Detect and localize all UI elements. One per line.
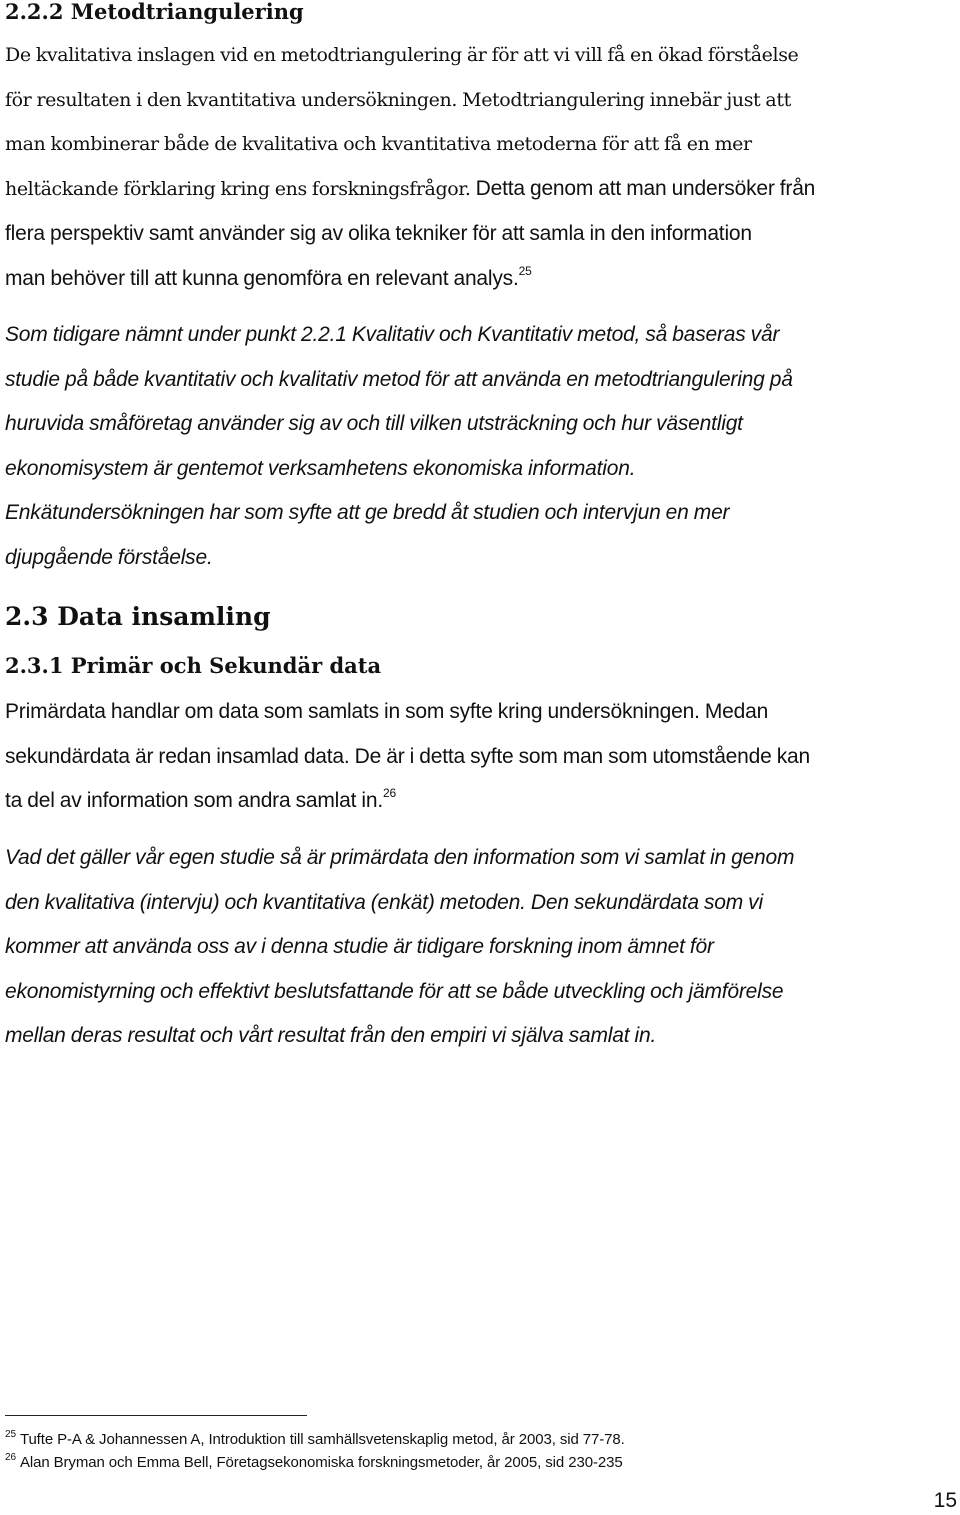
text-line: ekonomisystem är gentemot verksamhetens ekonomiska information. [5, 456, 636, 480]
text-line: för resultaten i den kvantitativa undersökningen. Metodtriangulering innebär just att [5, 88, 791, 111]
italic-paragraph-own-study [5, 836, 960, 1059]
text-line [5, 167, 960, 212]
text-segment: ta del av information som andra samlat in. [5, 789, 383, 813]
text-line: djupgående förståelse. [5, 545, 213, 569]
text-line: man kombinerar både de kvalitativa och kvantitativa metoderna för att få en mer [5, 133, 752, 156]
text-line: huruvida småföretag använder sig av och till vilken utsträckning och hur väsentligt [5, 412, 743, 436]
text-line: mellan deras resultat och vårt resultat från den empiri vi själva samlat in. [5, 1024, 657, 1048]
text-line: den kvalitativa (intervju) och kvantitativa (enkät) metoden. Den sekundärdata som vi [5, 890, 763, 914]
paragraph-continuation [5, 212, 960, 301]
text-line: ekonomistyrning och effektivt beslutsfattande för att se både utveckling och jämförelse [5, 979, 784, 1003]
footnote-text: Alan Bryman och Emma Bell, Företagsekonomiska forskningsmetoder, år 2005, sid 230-235 [19, 1454, 623, 1471]
text-line: Som tidigare nämnt under punkt 2.2.1 Kvalitativ och Kvantitativ metod, så baseras vår [5, 323, 780, 346]
page-number: 15 [933, 1489, 957, 1512]
text-line: sekundärdata är redan insamlad data. De är i detta syfte som man som utomstående kan [5, 744, 810, 768]
paragraph-primary-secondary [5, 690, 960, 824]
text-line: De kvalitativa inslagen vid en metodtriangulering är för att vi vill få en ökad förståelse [5, 44, 799, 66]
text-line [5, 779, 960, 824]
text-line: kommer att använda oss av i denna studie är tidigare forskning inom ämnet för [5, 935, 714, 959]
section-heading-2-3: 2.3 Data insamling [5, 602, 271, 631]
section-heading-2-3-1: 2.3.1 Primär och Sekundär data [5, 653, 382, 678]
footnote-ref-25[interactable]: 25 [518, 263, 532, 278]
footnote-divider [5, 1415, 307, 1416]
text-line: Vad det gäller vår egen studie så är primärdata den information som vi samlat in genom [5, 846, 795, 869]
footnote-26 [5, 1451, 625, 1474]
paragraph-metodtriangulering [5, 33, 960, 211]
section-heading-2-2-2: 2.2.2 Metodtriangulering [5, 0, 304, 24]
footnote-25 [5, 1428, 625, 1451]
text-segment: Detta genom att man undersöker från [470, 176, 816, 200]
footnote-number: 25 [5, 1429, 16, 1440]
text-segment: man behöver till att kunna genomföra en relevant analys. [5, 266, 519, 290]
text-line: flera perspektiv samt använder sig av olika tekniker för att samla in den information [5, 222, 752, 245]
section-2-2-2 [5, 0, 304, 24]
text-line: Enkätundersökningen har som syfte att ge bredd åt studien och intervjun en mer [5, 501, 730, 525]
text-line: studie på både kvantitativ och kvalitativ metod för att använda en metodtriangulering på [5, 367, 793, 391]
footnote-text: Tufte P-A & Johannessen A, Introduktion till samhällsvetenskaplig metod, år 2003, sid 77-78. [19, 1431, 625, 1448]
footnotes [5, 1428, 625, 1474]
footnote-number: 26 [5, 1452, 16, 1463]
italic-paragraph-study [5, 313, 960, 581]
text-line [5, 257, 960, 302]
footnote-ref-26[interactable]: 26 [382, 786, 396, 801]
text-line: Primärdata handlar om data som samlats in som syfte kring undersökningen. Medan [5, 700, 769, 723]
text-segment: heltäckande förklaring kring ens forskningsfrågor. [5, 177, 471, 200]
